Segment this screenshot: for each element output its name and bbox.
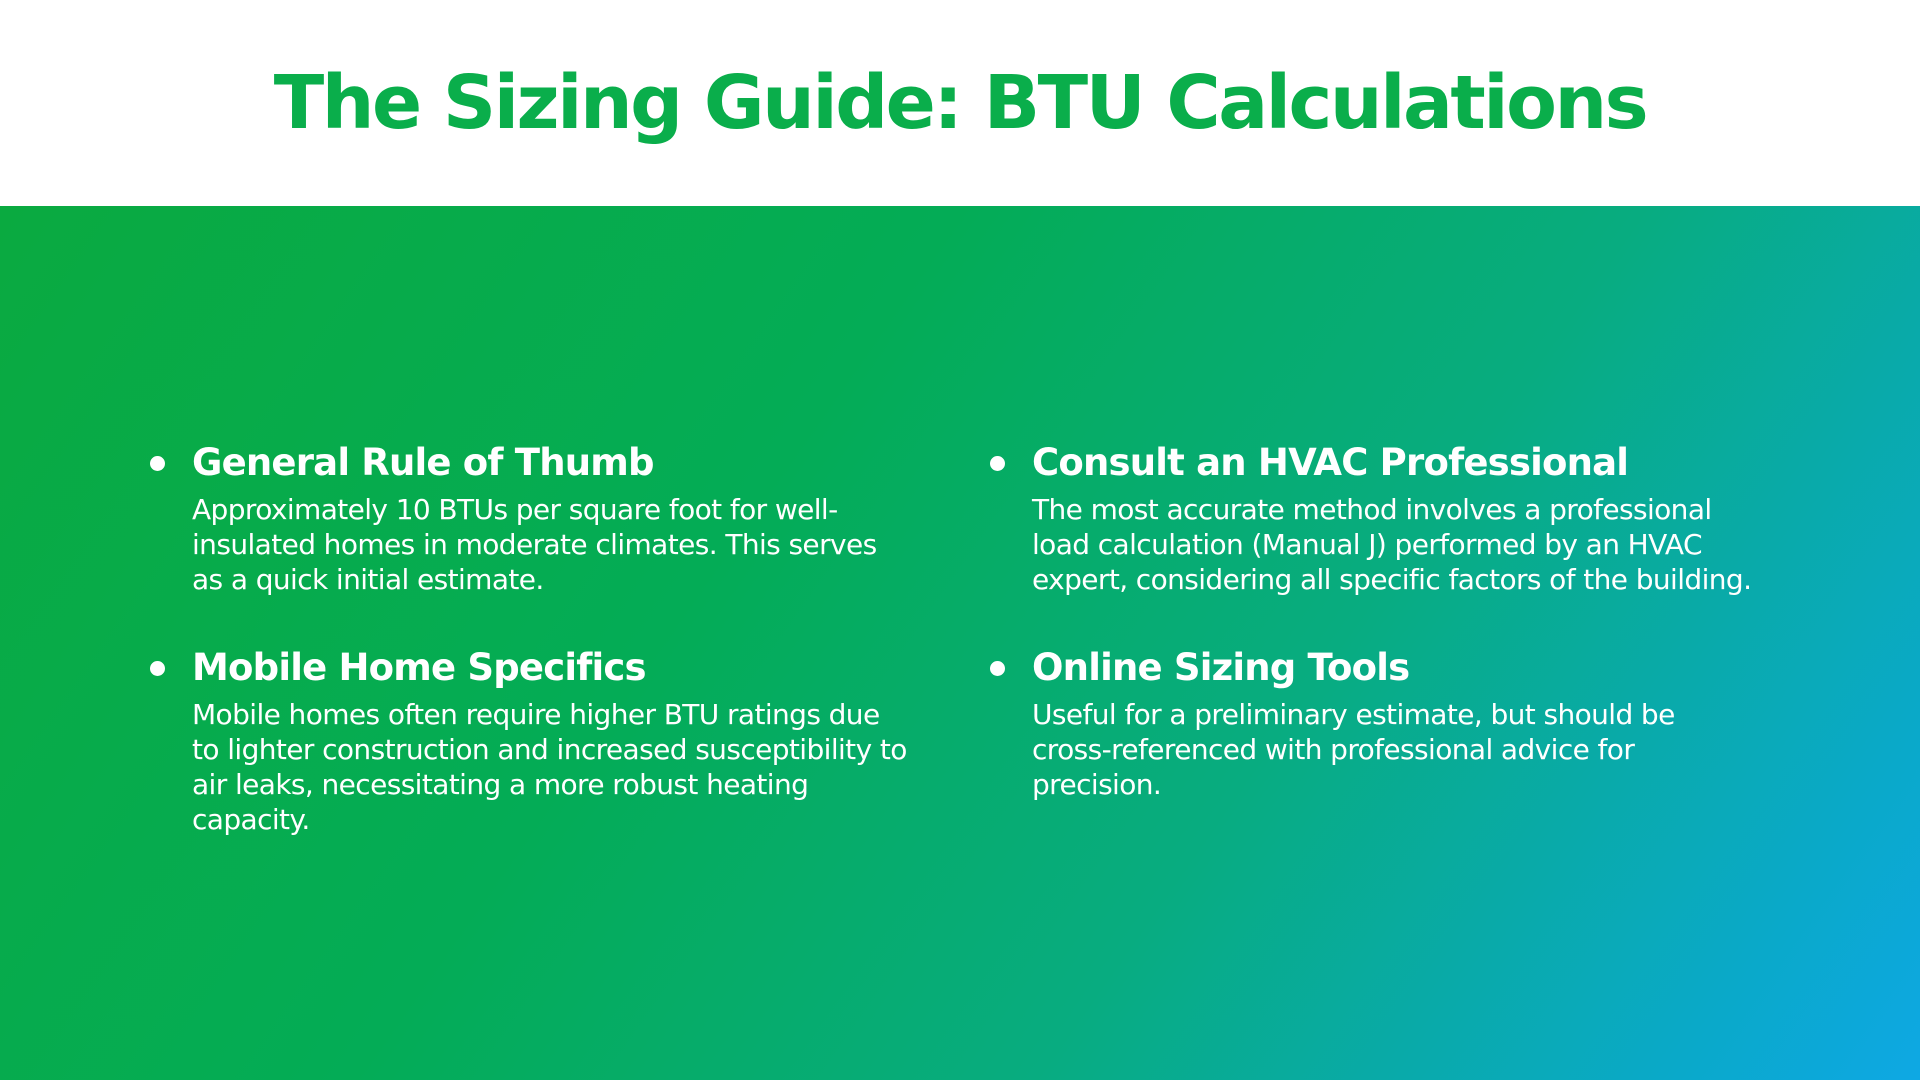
item-title: General Rule of Thumb [192,441,654,484]
item-title: Online Sizing Tools [1032,646,1410,689]
item-body: The most accurate method involves a professional load calculation (Manual J) performed by an HVAC expert, considering all specific factors of the building. [1032,493,1752,596]
bullet-icon [150,456,165,471]
bullet-icon [990,661,1005,676]
list-item [150,438,910,597]
header [0,0,1920,206]
item-body: Mobile homes often require higher BTU ratings due to lighter construction and increased susceptibility to air leaks, necessitating a more robust heating capacity. [192,698,907,836]
item-title: Consult an HVAC Professional [1032,441,1629,484]
right-column [990,438,1750,848]
item-title: Mobile Home Specifics [192,646,646,689]
item-body: Useful for a preliminary estimate, but should be cross-referenced with professional advice for precision. [1032,698,1675,801]
slide-title: The Sizing Guide: BTU Calculations [273,60,1647,146]
bullet-icon [150,661,165,676]
list-item [150,643,910,837]
left-column [150,438,910,883]
bullet-icon [990,456,1005,471]
list-item [990,643,1750,802]
item-body: Approximately 10 BTUs per square foot for well-insulated homes in moderate climates. This serves as a quick initial estimate. [192,493,877,596]
list-item [990,438,1750,597]
content-panel [0,206,1920,1080]
